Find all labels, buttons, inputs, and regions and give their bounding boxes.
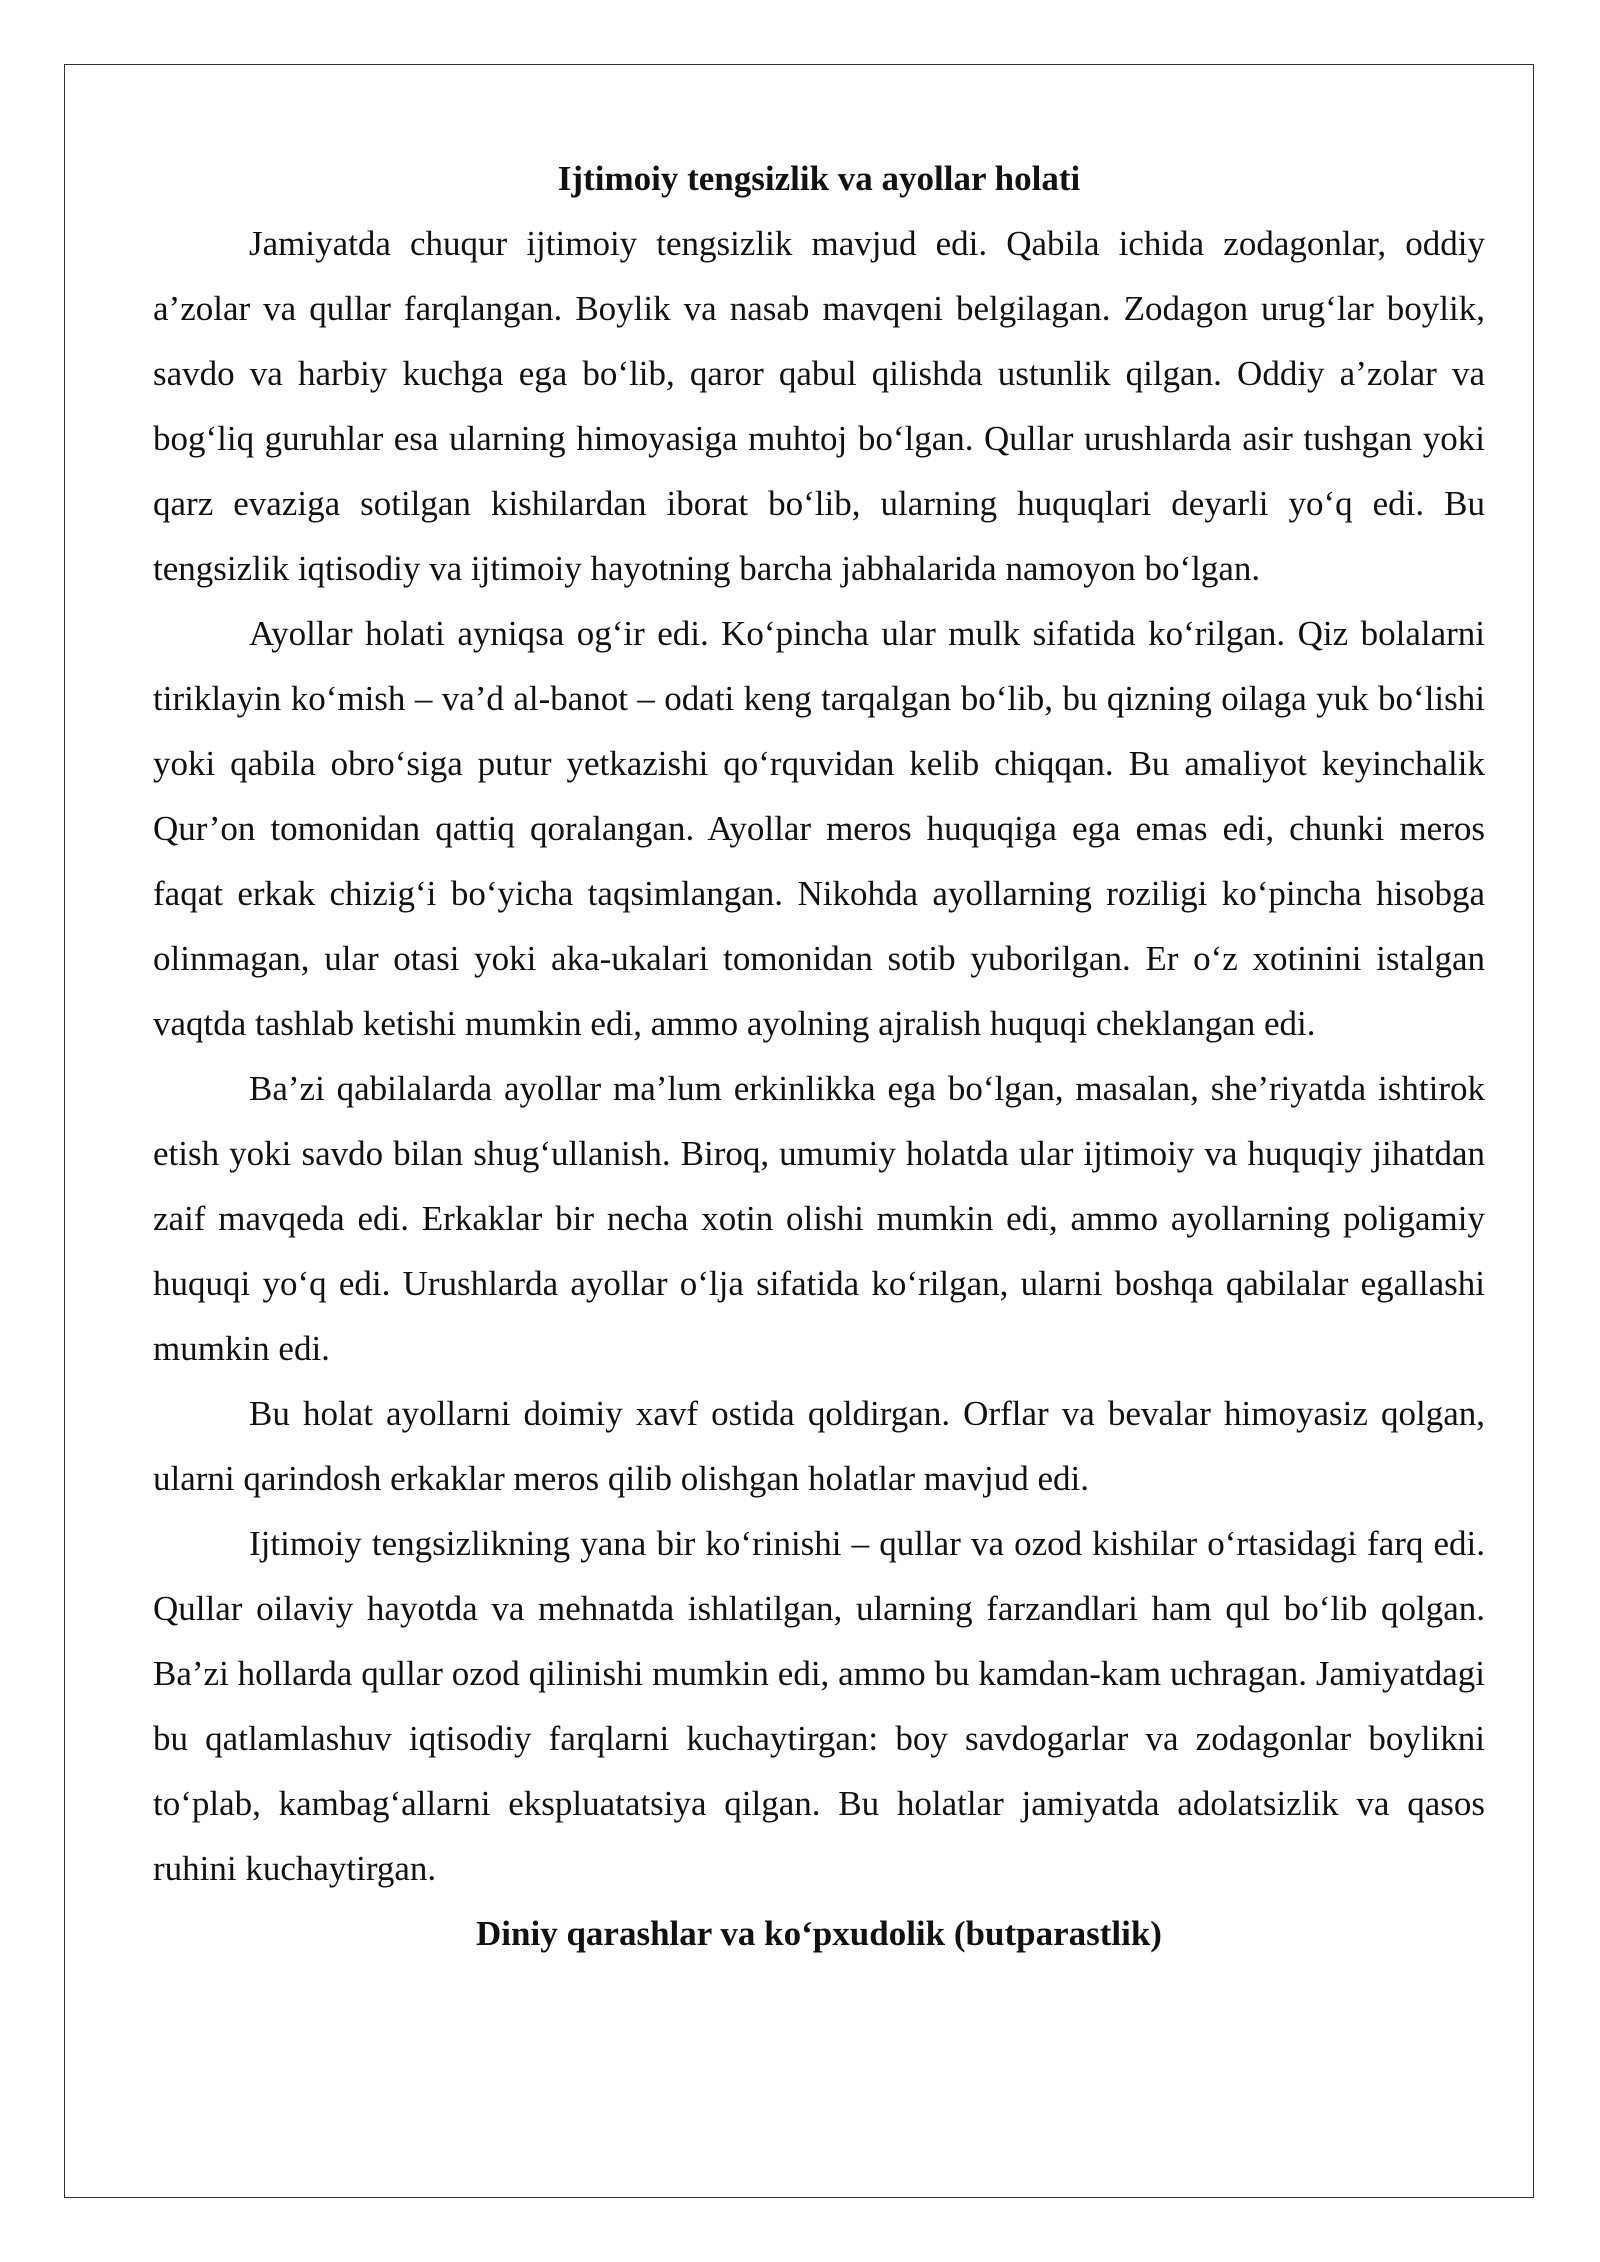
paragraph-2: Ayollar holati ayniqsa og‘ir edi. Ko‘pincha ular mulk sifatida ko‘rilgan. Qiz bolalarni tiriklayin ko‘mish – va’d al-banot – odati keng tarqalgan bo‘lib, bu qizning oilaga yuk bo‘lishi yoki qabila obro‘siga putur yetkazishi qo‘rquvidan kelib chiqqan. Bu amaliyot keyinchalik Qur’on tomonidan qattiq qoralangan. Ayollar meros huquqiga ega emas edi, chunki meros faqat erkak chizig‘i bo‘yicha taqsimlangan. Nikohda ayollarning roziligi ko‘pincha hisobga olinmagan, ular otasi yoki aka-ukalari tomonidan sotib yuborilgan. Er o‘z xotinini istalgan vaqtda tashlab ketishi mumkin edi, ammo ayolning ajralish huquqi cheklangan edi. (153, 614, 1485, 1043)
paragraph-4: Bu holat ayollarni doimiy xavf ostida qoldirgan. Orflar va bevalar himoyasiz qolgan, ularni qarindosh erkaklar meros qilib olishgan holatlar mavjud edi. (153, 1394, 1485, 1498)
paragraph-3: Ba’zi qabilalarda ayollar ma’lum erkinlikka ega bo‘lgan, masalan, she’riyatda ishtirok etish yoki savdo bilan shug‘ullanish. Biroq, umumiy holatda ular ijtimoiy va huquqiy jihatdan zaif mavqeda edi. Erkaklar bir necha xotin olishi mumkin edi, ammo ayollarning poligamiy huquqi yo‘q edi. Urushlarda ayollar o‘lja sifatida ko‘rilgan, ularni boshqa qabilalar egallashi mumkin edi. (153, 1069, 1485, 1368)
section-heading: Ijtimoiy tengsizlik va ayollar holati (557, 159, 1081, 198)
section-heading-next: Diniy qarashlar va ko‘pxudolik (butparastlik) (476, 1914, 1162, 1953)
paragraph-5: Ijtimoiy tengsizlikning yana bir ko‘rinishi – qullar va ozod kishilar o‘rtasidagi farq edi. Qullar oilaviy hayotda va mehnatda ishlatilgan, ularning farzandlari ham qul bo‘lib qolgan. Ba’zi hollarda qullar ozod qilinishi mumkin edi, ammo bu kamdan-kam uchragan. Jamiyatdagi bu qatlamlashuv iqtisodiy farqlarni kuchaytirgan: boy savdogarlar va zodagonlar boylikni to‘plab, kambag‘allarni ekspluatatsiya qilgan. Bu holatlar jamiyatda adolatsizlik va qasos ruhini kuchaytirgan. (153, 1524, 1485, 1888)
paragraph-1: Jamiyatda chuqur ijtimoiy tengsizlik mavjud edi. Qabila ichida zodagonlar, oddiy a’zolar va qullar farqlangan. Boylik va nasab mavqeni belgilagan. Zodagon urug‘lar boylik, savdo va harbiy kuchga ega bo‘lib, qaror qabul qilishda ustunlik qilgan. Oddiy a’zolar va bog‘liq guruhlar esa ularning himoyasiga muhtoj bo‘lgan. Qullar urushlarda asir tushgan yoki qarz evaziga sotilgan kishilardan iborat bo‘lib, ularning huquqlari deyarli yo‘q edi. Bu tengsizlik iqtisodiy va ijtimoiy hayotning barcha jabhalarida namoyon bo‘lgan. (153, 224, 1485, 588)
document-body (153, 146, 1485, 1966)
